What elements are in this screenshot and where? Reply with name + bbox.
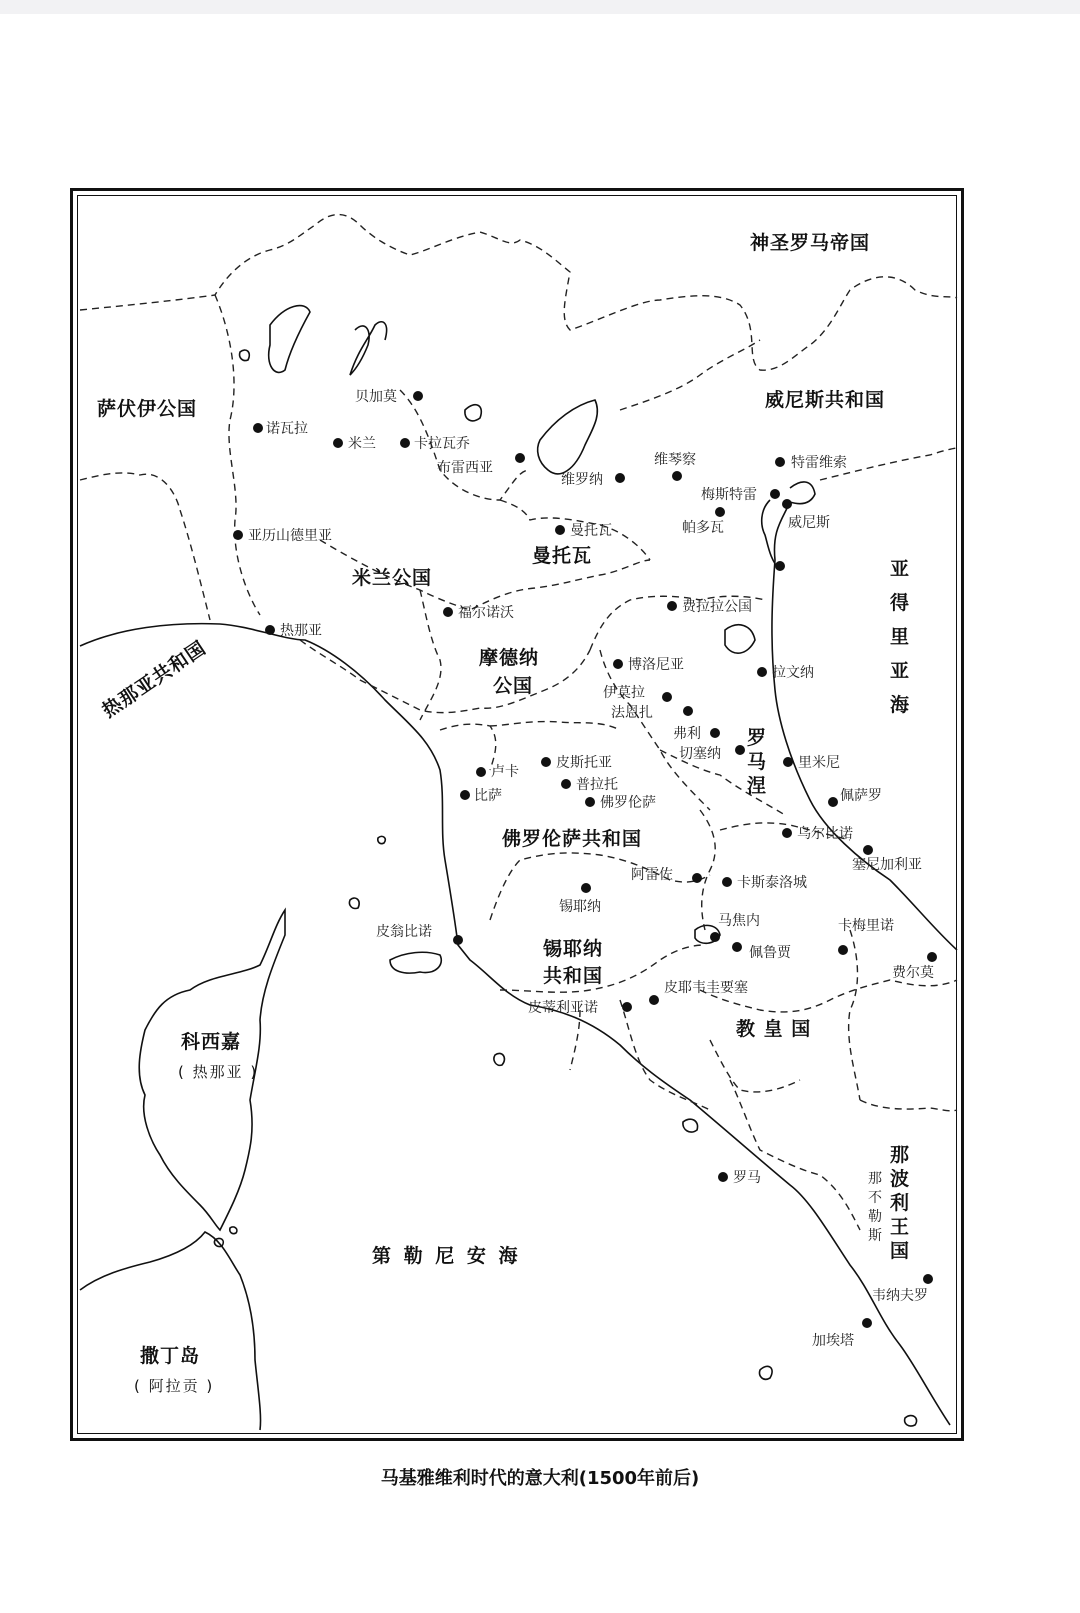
label-city-pistoia: 皮斯托亚	[556, 755, 612, 771]
label-modena-1: 摩德纳	[479, 647, 540, 669]
label-genoa-rep: 热那亚共和国	[98, 636, 211, 723]
lake-orta	[240, 350, 250, 361]
label-city-ravenna: 拉文纳	[772, 665, 814, 681]
label-city-gaeta: 加埃塔	[812, 1333, 854, 1349]
label-naples-5: 国	[890, 1240, 911, 1262]
label-romagna-2: 马	[747, 751, 768, 773]
label-city-perugia: 佩鲁贾	[749, 945, 791, 961]
label-corsica-sub: ( 热那亚 )	[178, 1063, 259, 1081]
label-city-castello: 卡斯泰洛城	[737, 875, 807, 891]
label-siena-1: 锡耶纳	[543, 938, 604, 960]
label-city-camerino: 卡梅里诺	[838, 918, 894, 934]
island-gorgona	[378, 836, 386, 843]
island-capraia	[349, 898, 359, 908]
label-naples-sub-1: 那	[868, 1171, 882, 1187]
city-dot-caravaggio	[400, 438, 410, 448]
city-dot-bologna	[613, 659, 623, 669]
label-city-imola: 伊莫拉	[603, 685, 645, 701]
label-venice-rep: 威尼斯共和国	[765, 389, 886, 411]
city-dot-cesena	[735, 745, 745, 755]
city-dot-senigallia	[863, 845, 873, 855]
city-dot-perugia	[732, 942, 742, 952]
map-caption: 马基雅维利时代的意大利(1500年前后)	[380, 1468, 700, 1489]
label-city-arezzo: 阿雷佐	[631, 867, 673, 883]
label-corsica: 科西嘉	[181, 1031, 242, 1053]
city-dot-venezia	[782, 499, 792, 509]
label-city-venezia: 威尼斯	[788, 515, 830, 531]
city-dot-rimini	[783, 757, 793, 767]
border-inner-papal-1	[710, 1040, 800, 1092]
label-city-genova: 热那亚	[280, 623, 322, 639]
label-city-treviso: 特雷维索	[791, 455, 847, 471]
label-city-novara: 诺瓦拉	[266, 421, 308, 437]
lake-garda	[538, 400, 598, 474]
city-dot-chioggia	[775, 561, 785, 571]
city-dot-mantova	[555, 525, 565, 535]
city-dot-roma	[718, 1172, 728, 1182]
label-city-firenze: 佛罗伦萨	[600, 795, 656, 811]
label-city-piombino: 皮翁比诺	[376, 924, 432, 940]
label-adriatic-5: 海	[890, 694, 913, 716]
label-city-pisa: 比萨	[474, 788, 502, 804]
label-naples-sub-3: 勒	[868, 1209, 882, 1225]
label-florence-rep: 佛罗伦萨共和国	[502, 828, 643, 850]
label-city-forli: 弗利	[673, 726, 701, 742]
border-milan-genoa	[300, 640, 590, 713]
label-papal: 教 皇 国	[736, 1018, 812, 1040]
label-romagna-3: 涅	[747, 775, 768, 797]
city-dot-gaeta	[862, 1318, 872, 1328]
coast-liguria	[80, 624, 950, 1425]
city-dot-pistoia	[541, 757, 551, 767]
city-dot-magione	[710, 932, 720, 942]
city-dot-piombino	[453, 935, 463, 945]
label-city-alessandria: 亚历山德里亚	[248, 528, 332, 544]
label-city-faenza: 法恩扎	[611, 705, 653, 721]
island-elba	[390, 952, 441, 973]
border-florence-east	[700, 810, 715, 930]
city-dot-pisa	[460, 790, 470, 800]
label-siena-2: 共和国	[543, 965, 604, 987]
city-dot-firenze	[585, 797, 595, 807]
label-city-mestre: 梅斯特雷	[701, 487, 757, 503]
label-savoy: 萨伏伊公国	[97, 398, 198, 420]
city-dot-alessandria	[233, 530, 243, 540]
label-city-padova: 帕多瓦	[682, 520, 724, 536]
city-dot-verona	[615, 473, 625, 483]
label-milan-duchy: 米兰公国	[352, 567, 433, 589]
border-naples-north	[860, 1100, 957, 1111]
border-savoy-milan	[215, 295, 260, 615]
city-dot-vicenza	[672, 471, 682, 481]
label-naples-sub-4: 斯	[868, 1228, 882, 1244]
border-papal-south	[730, 1080, 860, 1230]
label-naples-2: 波	[890, 1168, 911, 1190]
label-city-pieve: 皮耶韦圭要塞	[664, 980, 748, 996]
island-ponza	[760, 1366, 773, 1379]
border-modena-west	[420, 590, 441, 720]
label-city-vicenza: 维琴察	[654, 452, 696, 468]
label-city-prato: 普拉托	[576, 777, 618, 793]
city-dot-prato	[561, 779, 571, 789]
city-dot-padova	[715, 507, 725, 517]
label-adriatic-4: 亚	[890, 660, 913, 682]
label-city-siena: 锡耶纳	[559, 899, 601, 915]
city-dot-pesaro	[828, 797, 838, 807]
label-city-cesena: 切塞纳	[679, 746, 721, 762]
border-papal-east	[849, 930, 860, 1100]
label-city-fermo: 费尔莫	[892, 965, 934, 981]
city-dot-genova	[265, 625, 275, 635]
city-dot-fornovo	[443, 607, 453, 617]
city-dot-pitigliano	[622, 1002, 632, 1012]
city-dot-forli	[710, 728, 720, 738]
city-dot-arezzo	[692, 873, 702, 883]
island-maddalena	[230, 1227, 237, 1234]
label-sardinia: 撒丁岛	[140, 1345, 201, 1367]
city-dot-venafro	[923, 1274, 933, 1284]
city-dot-ferrara	[667, 601, 677, 611]
border-florence-north	[490, 722, 620, 730]
label-adriatic-1: 亚	[890, 558, 913, 580]
city-dot-lucca	[476, 767, 486, 777]
city-dot-milano	[333, 438, 343, 448]
city-dot-mestre	[770, 489, 780, 499]
city-dot-novara	[253, 423, 263, 433]
label-city-verona: 维罗纳	[561, 472, 603, 488]
label-city-roma: 罗马	[733, 1170, 761, 1186]
label-adriatic-3: 里	[890, 626, 913, 648]
border-lucca	[440, 724, 496, 770]
label-adriatic-2: 得	[890, 592, 913, 614]
label-city-venafro: 韦纳夫罗	[872, 1288, 928, 1304]
border-siena-papal	[620, 1000, 710, 1110]
label-city-bergamo: 贝加莫	[355, 389, 397, 405]
label-city-senigallia: 塞尼加利亚	[852, 857, 922, 873]
city-dot-ravenna	[757, 667, 767, 677]
label-city-milano: 米兰	[348, 436, 376, 452]
city-dot-brescia	[515, 453, 525, 463]
island-giglio	[494, 1053, 504, 1065]
city-dot-imola	[662, 692, 672, 702]
border-hre-venice	[620, 340, 760, 410]
city-dot-camerino	[838, 945, 848, 955]
label-city-brescia: 布雷西亚	[437, 460, 493, 476]
label-romagna-1: 罗	[747, 727, 768, 749]
label-city-urbino: 乌尔比诺	[797, 826, 853, 842]
label-naples-3: 利	[890, 1192, 911, 1214]
lake-como	[350, 322, 387, 375]
lake-comacchio	[725, 625, 755, 653]
label-city-rimini: 里米尼	[798, 755, 840, 771]
label-city-mantova: 曼托瓦	[570, 523, 612, 539]
coast-sardinia	[80, 1232, 261, 1430]
label-city-pitigliano: 皮蒂利亚诺	[528, 1000, 598, 1016]
label-sardinia-sub: ( 阿拉贡 )	[134, 1377, 215, 1395]
city-dot-urbino	[782, 828, 792, 838]
lake-bolsena	[683, 1119, 698, 1132]
city-dot-fermo	[927, 952, 937, 962]
label-naples-sub-2: 不	[868, 1190, 882, 1206]
label-modena-2: 公国	[493, 675, 534, 697]
label-naples-4: 王	[890, 1216, 911, 1238]
city-dot-bergamo	[413, 391, 423, 401]
label-city-fornovo: 福尔诺沃	[458, 605, 514, 621]
lake-iseo	[465, 405, 481, 421]
label-city-magione: 马焦内	[718, 913, 760, 929]
city-dot-faenza	[683, 706, 693, 716]
label-city-caravaggio: 卡拉瓦乔	[414, 436, 470, 452]
island-ischia	[905, 1416, 917, 1426]
lake-maggiore	[269, 306, 310, 373]
border-savoy-genoa	[80, 473, 210, 620]
city-dot-castello	[722, 877, 732, 887]
label-city-lucca: 卢卡	[491, 764, 519, 780]
label-naples-1: 那	[890, 1144, 911, 1166]
city-dot-siena	[581, 883, 591, 893]
coast-lagoon	[762, 500, 780, 570]
city-dot-treviso	[775, 457, 785, 467]
city-labels	[248, 389, 934, 1349]
label-tyrrhenian: 第 勒 尼 安 海	[372, 1245, 521, 1267]
label-city-bologna: 博洛尼亚	[628, 657, 684, 673]
label-city-pesaro: 佩萨罗	[840, 788, 882, 804]
label-hre: 神圣罗马帝国	[750, 232, 871, 254]
label-city-ferrara: 费拉拉公国	[682, 599, 752, 615]
label-mantua: 曼托瓦	[532, 545, 593, 567]
city-dot-pieve	[649, 995, 659, 1005]
